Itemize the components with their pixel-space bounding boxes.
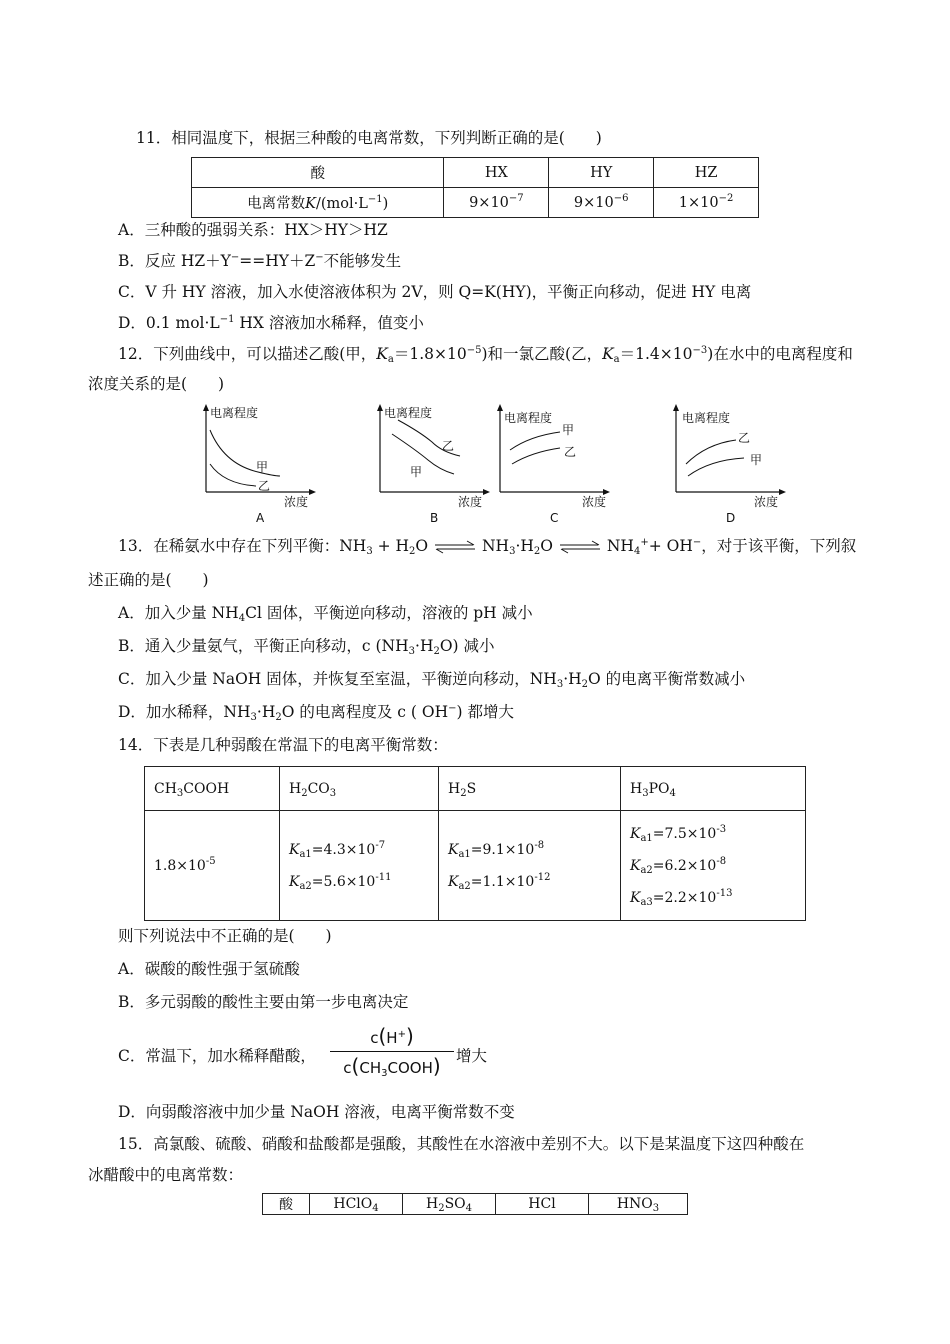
q15-header-h2so4: $H_2SO_4$	[403, 1194, 496, 1215]
q14-fraction-denominator: $c(CH_3COOH)$	[343, 1054, 441, 1079]
q14-question: 则下列说法中不正确的是( )	[118, 927, 332, 945]
q14-values-h2s: $K_{a1}=9.1\times 10^{-8}$ $K_{a2}=1.1\times 10^{-12}$	[439, 811, 621, 921]
q11-header-hx: HX	[444, 158, 549, 188]
q14-header-h2s: $H_2S$	[439, 767, 621, 811]
q12-graph-a-ylabel: 电离程度	[210, 406, 259, 420]
q12-stem-line2: 浓度关系的是( )	[88, 375, 225, 393]
q12-graph-c-xlabel: 浓度	[582, 495, 607, 509]
q12-graph-d	[666, 402, 796, 526]
q11-option-a: A．三种酸的强弱关系：HX＞HY＞HZ	[118, 221, 388, 239]
q12-graph-c-letter: C	[550, 511, 559, 525]
q11-header-acid: 酸	[192, 158, 444, 188]
q15-header-hclo4: HClO$_4$	[310, 1194, 403, 1215]
q11-header-hy: HY	[549, 158, 654, 188]
q13-stem-line1: 13．在稀氨水中存在下列平衡：$NH_3 + H_2O$ $NH_3\cdot H_2O$ $NH_4^++ OH^-$，对于该平衡，下列叙	[118, 537, 857, 557]
q13-option-d: D．加水稀释，$NH_3\cdot H_2O$ 的电离程度及 c ( OH−) 都增大	[118, 703, 514, 723]
q11-value-hx: $9\times 10^{-7}$	[444, 188, 549, 218]
q12-graph-a	[196, 402, 326, 526]
q14-fraction-numerator: c(H+)	[330, 1024, 454, 1052]
q13-stem-line2: 述正确的是( )	[88, 571, 209, 589]
q13-option-a: A．加入少量 $NH_4Cl$ 固体，平衡逆向移动，溶液的 pH 减小	[118, 604, 533, 624]
q11-option-b: B．反应 HZ＋Y−==HY＋Z−不能够发生	[118, 252, 402, 270]
q15-header-hcl: HCl	[496, 1194, 589, 1215]
q14-option-a: A．碳酸的酸性强于氢硫酸	[118, 960, 300, 978]
q14-option-d: D．向弱酸溶液中加少量 NaOH 溶液，电离平衡常数不变	[118, 1103, 515, 1121]
q12-graph-c	[490, 402, 620, 526]
q15-table	[262, 1193, 688, 1215]
q15-stem-line1: 15．高氯酸、硫酸、硝酸和盐酸都是强酸，其酸性在水溶液中差别不大。以下是某温度下这四种酸在	[118, 1135, 805, 1153]
q15-header-hno3: $HNO_3$	[589, 1194, 688, 1215]
q14-header-h3po4: $H_3PO_4$	[621, 767, 806, 811]
q12-graph-d-curve1: 乙	[738, 431, 751, 445]
q11-option-c: C．V 升 HY 溶液，加入水使溶液体积为 2V，则 Q=K(HY)，平衡正向移动，促进 HY 电离	[118, 283, 752, 301]
q11-option-d: D．0.1 $mol\cdot L^{-1}$ HX 溶液加水稀释，值变小	[118, 314, 424, 332]
q12-graph-b-ylabel: 电离程度	[384, 406, 433, 420]
q14-option-c: C．常温下，加水稀释醋酸，	[118, 1047, 316, 1065]
q12-graph-a-curve1: 甲	[256, 460, 269, 474]
q14-option-b: B．多元弱酸的酸性主要由第一步电离决定	[118, 993, 409, 1011]
q12-graph-c-ylabel: 电离程度	[504, 411, 553, 425]
q14-fraction	[330, 1024, 454, 1078]
q14-table	[144, 766, 806, 921]
q11-value-hz: $1\times 10^{-2}$	[654, 188, 759, 218]
q11-row-label: 电离常数$K/(mol\cdot L^{-1})$	[192, 188, 444, 218]
q13-option-c: C．加入少量 NaOH 固体，并恢复至室温，平衡逆向移动，$NH_3\cdot H_2O$ 的电离平衡常数减小	[118, 670, 746, 690]
q14-option-c-suffix: 增大	[456, 1047, 488, 1065]
q14-stem: 14．下表是几种弱酸在常温下的电离平衡常数：	[118, 736, 448, 754]
q14-header-h2co3: $H_2CO_3$	[280, 767, 439, 811]
q14-values-h3po4: $K_{a1}=7.5\times 10^{-3}$ $K_{a2}=6.2\times 10^{-8}$ $K_{a3}=2.2\times 10^{-13}$	[621, 811, 806, 921]
q14-values-h2co3: $K_{a1}=4.3\times 10^{-7}$ $K_{a2}=5.6\times 10^{-11}$	[280, 811, 439, 921]
q14-value-ch3cooh: $1.8\times 10^{-5}$	[145, 811, 280, 921]
equilibrium-arrow-icon-2	[558, 540, 602, 554]
q12-graph-c-curve2: 乙	[564, 445, 577, 459]
q12-graph-c-curve1: 甲	[562, 423, 575, 437]
q12-graph-b-letter: B	[430, 511, 439, 525]
q12-graph-b-curve2: 甲	[410, 465, 423, 479]
q12-graph-d-letter: D	[726, 511, 736, 525]
q12-graph-b-xlabel: 浓度	[458, 495, 483, 509]
q12-graph-a-xlabel: 浓度	[284, 495, 309, 509]
q12-graph-d-curve2: 甲	[750, 453, 763, 467]
q15-header-acid: 酸	[263, 1194, 310, 1215]
q14-header-ch3cooh: $CH_3COOH$	[145, 767, 280, 811]
q12-graph-d-ylabel: 电离程度	[682, 411, 731, 425]
q15-stem-line2: 冰醋酸中的电离常数：	[88, 1166, 244, 1184]
q12-graph-b	[370, 402, 500, 526]
q12-graph-a-letter: A	[256, 511, 265, 525]
q11-table	[191, 157, 759, 218]
q11-stem: 11．相同温度下，根据三种酸的电离常数，下列判断正确的是( )	[136, 129, 602, 147]
q12-stem-line1: 12．下列曲线中，可以描述乙酸(甲，$K_a=1.8\times 10^{-5}$)和一氯乙酸(乙，$K_a=1.4\times 10^{-3}$)在水中的电离程度和	[118, 345, 853, 365]
q11-header-hz: HZ	[654, 158, 759, 188]
q12-graph-b-curve1: 乙	[442, 439, 455, 453]
q13-option-b: B．通入少量氨气，平衡正向移动，c $(NH_3\cdot H_2O)$ 减小	[118, 637, 495, 657]
q11-value-hy: $9\times 10^{-6}$	[549, 188, 654, 218]
equilibrium-arrow-icon	[433, 540, 477, 554]
q12-graph-a-curve2: 乙	[258, 479, 271, 493]
q12-graph-d-xlabel: 浓度	[754, 495, 779, 509]
